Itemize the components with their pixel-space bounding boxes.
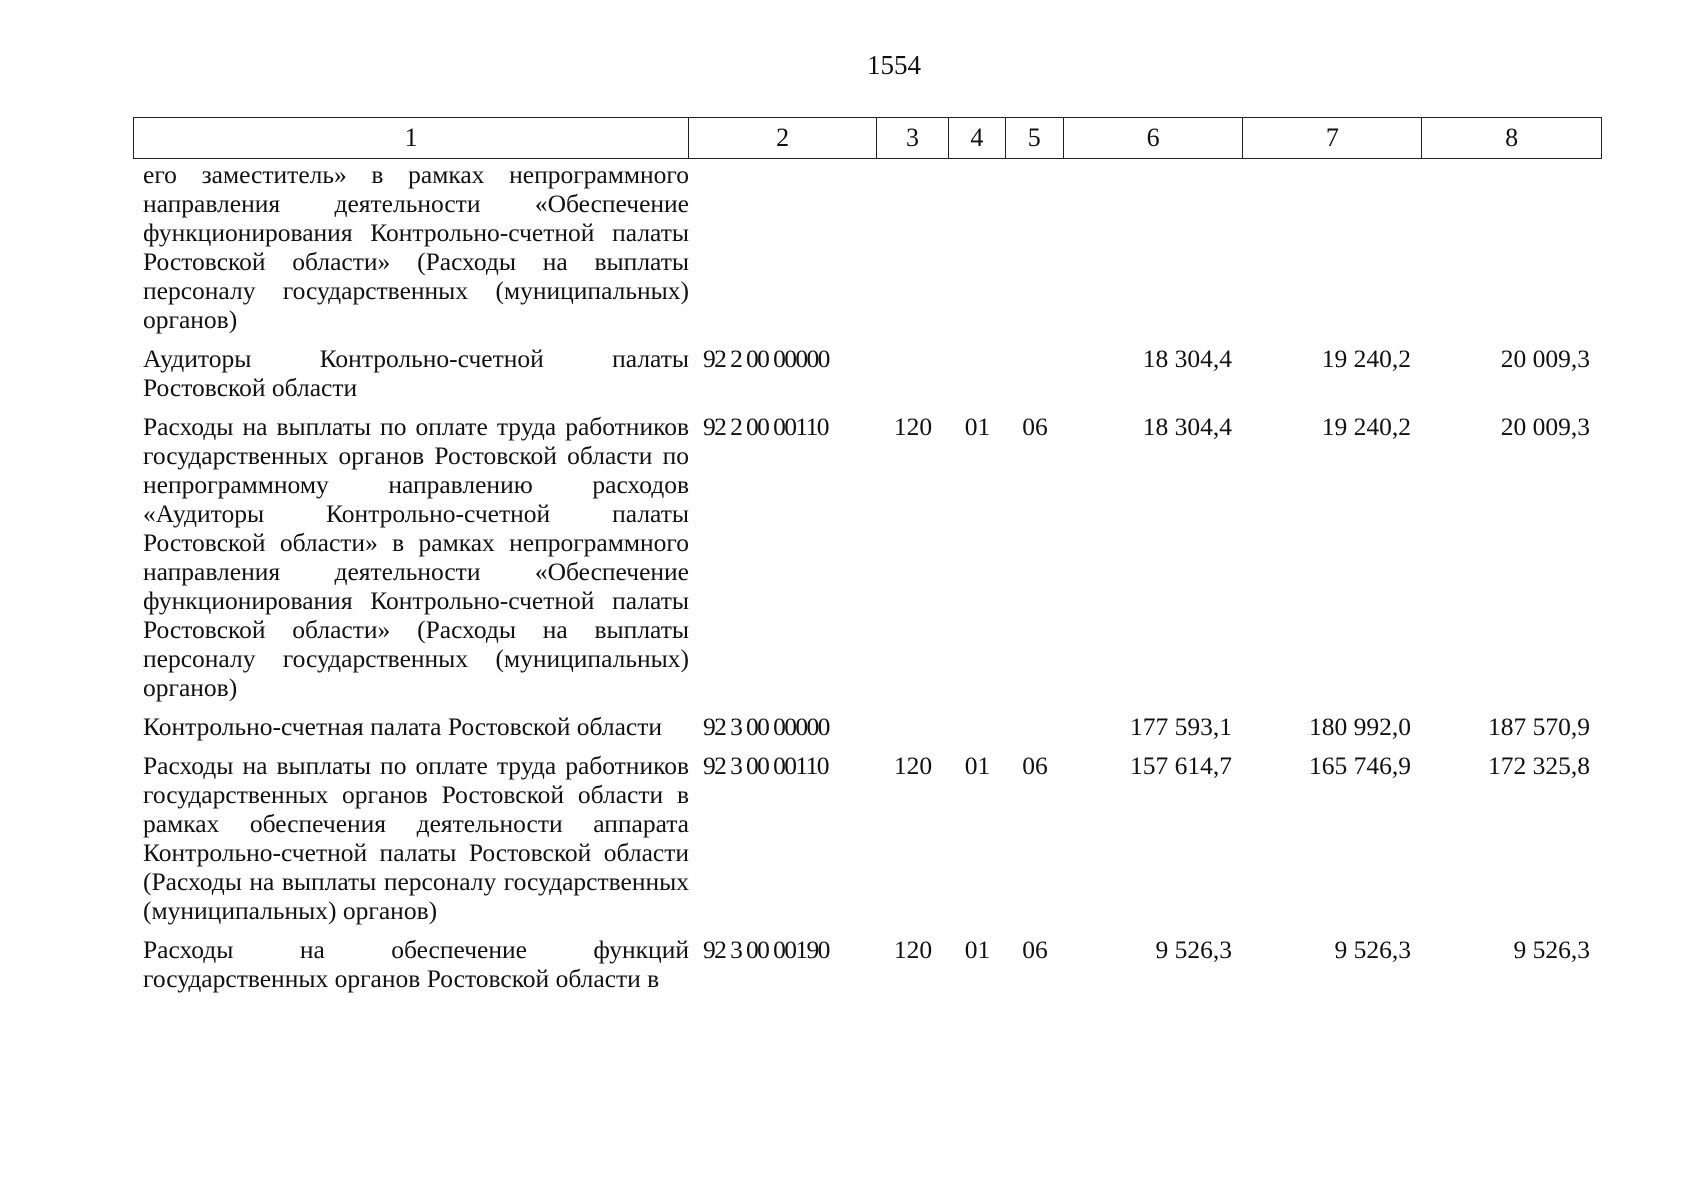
row-description: Аудиторы Контрольно-счетной палаты Ростовской области (143, 344, 689, 402)
row-pr: 06 (1022, 935, 1048, 964)
row-code: 92 2 00 00110 (703, 412, 828, 441)
row-vr (877, 344, 949, 402)
row-vr (877, 712, 949, 741)
table-row (133, 412, 1602, 702)
header-col-1: 1 (134, 118, 689, 158)
row-year1: 9 526,3 (1155, 935, 1232, 964)
row-code: 92 3 00 00190 (703, 935, 829, 964)
row-description: его заместитель» в рамках непрограммного направления деятельности «Обеспечение функционирования Контрольно-счетной палаты Ростовской области» (Расходы на выплаты персоналу государственных (муниципальных) органов) (143, 160, 689, 334)
row-description: Расходы на выплаты по оплате труда работников государственных органов Ростовской области в рамках обеспечения деятельности аппарата Контрольно-счетной палаты Ростовской области (Расходы на выплаты персоналу государственных (муниципальных) органов) (143, 751, 689, 925)
row-rz (949, 160, 1006, 334)
row-year3 (1423, 160, 1602, 334)
row-year3: 187 570,9 (1488, 712, 1590, 741)
row-year1: 18 304,4 (1142, 344, 1232, 373)
row-description: Расходы на обеспечение функций государственных органов Ростовской области в (143, 935, 689, 993)
row-year2: 180 992,0 (1309, 712, 1411, 741)
row-vr: 120 (893, 935, 933, 964)
header-col-4: 4 (949, 118, 1006, 158)
header-col-3: 3 (877, 118, 949, 158)
row-code (689, 160, 877, 334)
row-vr: 120 (893, 751, 933, 780)
row-year2: 9 526,3 (1334, 935, 1411, 964)
header-col-2: 2 (689, 118, 877, 158)
row-pr: 06 (1022, 751, 1048, 780)
row-year1: 177 593,1 (1130, 712, 1232, 741)
table-row (133, 344, 1602, 402)
row-year1: 157 614,7 (1130, 751, 1232, 780)
header-col-7: 7 (1243, 118, 1422, 158)
table-row (133, 935, 1602, 993)
table-row (133, 160, 1602, 334)
row-rz (949, 712, 1006, 741)
row-description: Контрольно-счетная палата Ростовской области (143, 712, 663, 741)
row-rz: 01 (964, 412, 991, 441)
row-year1: 18 304,4 (1142, 412, 1232, 441)
row-code: 92 3 00 00000 (703, 712, 829, 741)
row-year1 (1064, 160, 1244, 334)
table-header (133, 117, 1602, 159)
row-year2 (1244, 160, 1423, 334)
header-col-6: 6 (1064, 118, 1244, 158)
row-year2: 19 240,2 (1321, 344, 1411, 373)
row-code: 92 3 00 00110 (703, 751, 828, 780)
row-year3: 20 009,3 (1500, 344, 1590, 373)
row-rz: 01 (964, 935, 991, 964)
row-vr: 120 (893, 412, 933, 441)
table-body (133, 160, 1602, 1003)
row-code: 92 2 00 00000 (703, 344, 829, 373)
header-col-5: 5 (1006, 118, 1064, 158)
row-pr (1006, 712, 1064, 741)
row-pr (1006, 160, 1064, 334)
row-pr: 06 (1022, 412, 1048, 441)
table-row (133, 751, 1602, 925)
row-year3: 9 526,3 (1513, 935, 1590, 964)
row-rz (949, 344, 1006, 402)
row-pr (1006, 344, 1064, 402)
row-year2: 165 746,9 (1309, 751, 1411, 780)
row-year3: 172 325,8 (1488, 751, 1590, 780)
table-row (133, 712, 1602, 741)
row-description: Расходы на выплаты по оплате труда работников государственных органов Ростовской области по непрограммному направлению расходов «Аудиторы Контрольно-счетной палаты Ростовской области» в рамках непрограммного направления деятельности «Обеспечение функционирования Контрольно-счетной палаты Ростовской области» (Расходы на выплаты персоналу государственных (муниципальных) органов) (143, 412, 689, 702)
row-year2: 19 240,2 (1321, 412, 1411, 441)
header-col-8: 8 (1505, 123, 1519, 152)
row-year3: 20 009,3 (1500, 412, 1590, 441)
row-vr (877, 160, 949, 334)
page-number: 1554 (867, 50, 921, 80)
row-rz: 01 (964, 751, 991, 780)
